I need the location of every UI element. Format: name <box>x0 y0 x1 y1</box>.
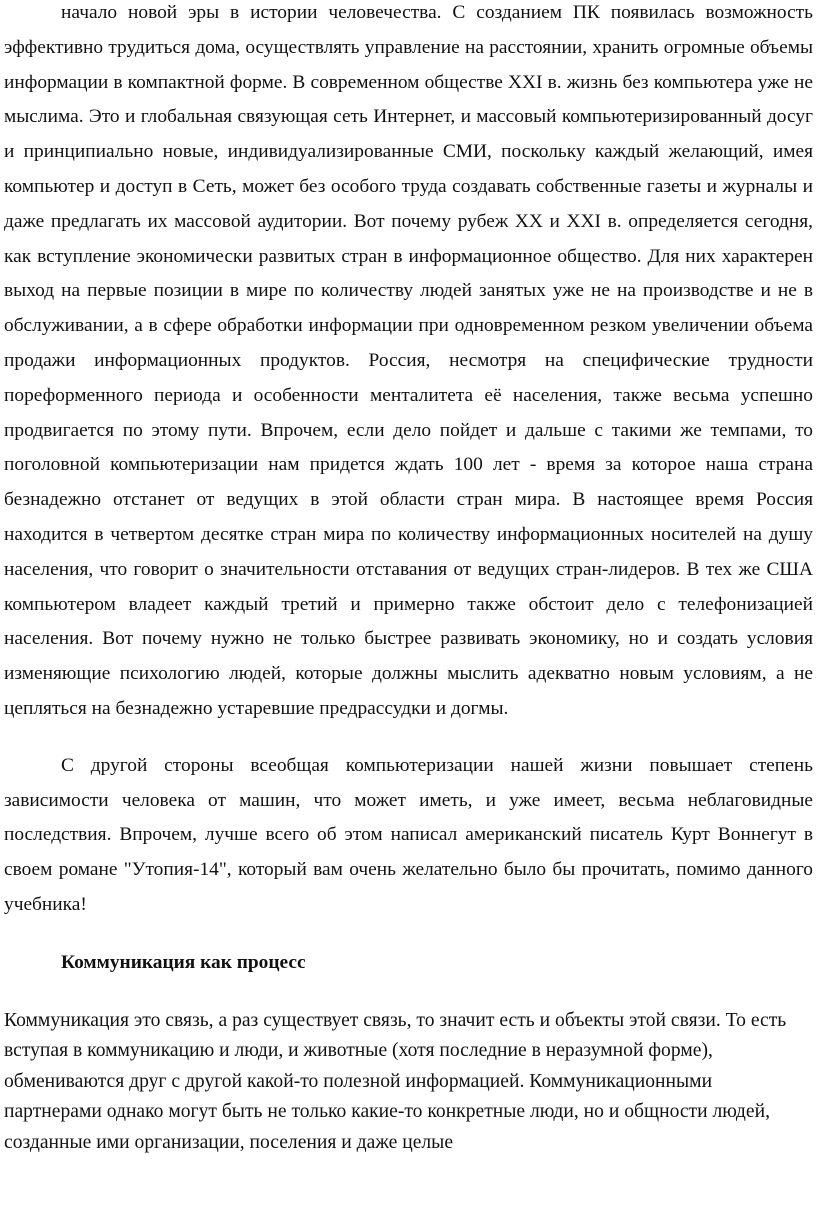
paragraph-information-society: начало новой эры в истории человечества. С созданием ПК появилась возможность эффективно трудиться дома, осуществлять управление на расстоянии, хранить огромные объемы информации в компактной форме. В современном обществе XXI в. жизнь без компьютера уже не мыслима. Это и глобальная связующая сеть Интернет, и массовый компьютеризированный досуг и принципиально новые, индивидуализированные СМИ, поскольку каждый желающий, имея компьютер и доступ в Сеть, может без особого труда создавать собственные газеты и журналы и даже предлагать их массовой аудитории. Вот почему рубеж XX и XXI в. определяется сегодня, как вступление экономически развитых стран в информационное общество. Для них характерен выход на первые позиции в мире по количеству людей занятых уже не на производстве и не в обслуживании, а в сфере обработки информации при одновременном резком увеличении объема продажи информационных продуктов. Россия, несмотря на специфические трудности пореформенного периода и особенности менталитета её населения, также весьма успешно продвигается по этому пути. Впрочем, если дело пойдет и дальше с такими же темпами, то поголовной компьютеризации нам придется ждать 100 лет - время за которое наша страна безнадежно отстанет от ведущих в этой области стран мира. В настоящее время Россия находится в четвертом десятке стран мира по количеству информационных носителей на душу населения, что говорит о значительности отставания от ведущих стран-лидеров. В тех же США компьютером владеет каждый третий и примерно также обстоит дело с телефонизацией населения. Вот почему нужно не только быстрее развивать экономику, но и создать условия изменяющие психологию людей, которые должны мыслить адекватно новым условиям, а не цепляться на безнадежно устаревшие предрассудки и догмы. <box>4 2 813 719</box>
paragraph-computer-dependence: С другой стороны всеобщая компьютеризации нашей жизни повышает степень зависимости человека от машин, что может иметь, и уже имеет, весьма неблаговидные последствия. Впрочем, лучше всего об этом написал американский писатель Курт Воннегут в своем романе "Утопия-14", который вам очень желательно было бы прочитать, помимо данного учебника! <box>4 754 813 915</box>
section-heading: Коммуникация как процесс <box>61 951 306 973</box>
paragraph-communication: Коммуникация это связь, а раз существует связь, то значит есть и объекты этой связи. То есть вступая в коммуникацию и люди, и животные (хотя последние в неразумной форме), обмениваются друг с другой какой-то полезной информацией. Коммуникационными партнерами однако могут быть не только какие-то конкретные люди, но и общности людей, созданные ими организации, поселения и даже целые <box>4 1009 787 1153</box>
